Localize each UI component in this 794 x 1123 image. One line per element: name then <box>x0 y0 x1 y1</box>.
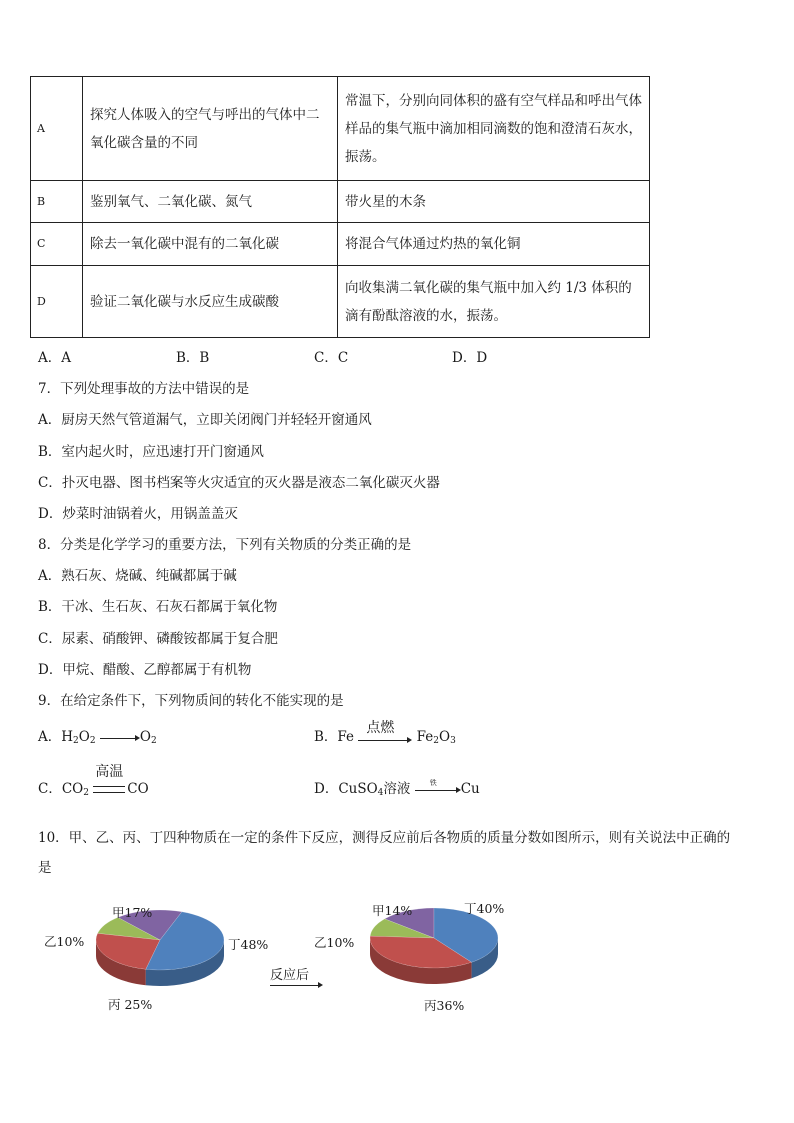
q7-option-a[interactable]: A．厨房天然气管道漏气，立即关闭阀门并轻轻开窗通风 <box>38 412 372 428</box>
subscript: 3 <box>450 736 456 746</box>
reaction-arrow <box>358 719 412 747</box>
experiment-method: 将混合气体通过灼热的氧化铜 <box>338 223 650 266</box>
pie1-label-ding: 丁48% <box>228 937 269 952</box>
formula-text: B．Fe <box>314 729 355 745</box>
subscript: 2 <box>433 736 439 746</box>
q10-stem-line2: 是 <box>38 860 52 876</box>
formula-text: Cu <box>460 781 480 797</box>
q7-stem: 7．下列处理事故的方法中错误的是 <box>38 381 250 397</box>
after-arrow-line <box>270 985 320 986</box>
formula-text: O <box>78 729 90 745</box>
q9-stem: 9．在给定条件下，下列物质间的转化不能实现的是 <box>38 693 344 709</box>
subscript: 2 <box>73 736 79 746</box>
q7-option-d[interactable]: D．炒菜时油锅着火，用锅盖盖灭 <box>38 506 238 522</box>
formula-text: O <box>139 729 151 745</box>
reaction-condition: 铁 <box>429 778 437 787</box>
q10-stem-line1: 10．甲、乙、丙、丁四种物质在一定的条件下反应，测得反应前后各物质的质量分数如图所示，则有关说法中正确的 <box>38 830 731 846</box>
q6-choice-b[interactable]: B．B <box>176 350 210 366</box>
formula-text: C．CO <box>38 781 84 797</box>
row-label: D <box>31 266 83 338</box>
reaction-arrow <box>415 778 461 796</box>
reaction-condition: 点燃 <box>366 719 395 736</box>
formula-text: CO <box>127 781 149 797</box>
q6-choice-a[interactable]: A．A <box>38 350 71 366</box>
pie2-label-yi: 乙10% <box>314 935 355 950</box>
row-label: C <box>31 223 83 266</box>
pie2-label-jia: 甲14% <box>372 903 413 918</box>
formula-text: A．H <box>38 729 74 745</box>
formula-text: 溶液 <box>383 781 411 797</box>
table-row <box>31 223 650 266</box>
formula-text: Fe <box>416 729 434 745</box>
experiment-method: 向收集满二氧化碳的集气瓶中加入约 1/3 体积的滴有酚酞溶液的水，振荡。 <box>338 266 650 338</box>
pie1-label-yi: 乙10% <box>44 934 85 949</box>
reaction-arrow <box>100 733 140 743</box>
experiment-goal: 探究人体吸入的空气与呼出的气体中二氧化碳含量的不同 <box>83 77 338 181</box>
q8-option-d[interactable]: D．甲烷、醋酸、乙醇都属于有机物 <box>38 662 252 678</box>
q7-option-c[interactable]: C．扑灭电器、图书档案等火灾适宜的灭火器是液态二氧化碳灭火器 <box>38 475 440 491</box>
q6-choice-d[interactable]: D．D <box>452 350 488 366</box>
experiment-goal: 鉴别氧气、二氧化碳、氮气 <box>83 181 338 223</box>
q8-option-c[interactable]: C．尿素、硝酸钾、磷酸铵都属于复合肥 <box>38 631 278 647</box>
q9-option-b[interactable] <box>314 719 456 747</box>
subscript: 2 <box>83 788 89 798</box>
q9-option-a[interactable] <box>38 725 157 746</box>
table-row <box>31 266 650 338</box>
experiment-goal: 验证二氧化碳与水反应生成碳酸 <box>83 266 338 338</box>
pie2-label-ding: 丁40% <box>464 901 505 916</box>
row-label: A <box>31 77 83 181</box>
row-label: B <box>31 181 83 223</box>
q7-option-b[interactable]: B．室内起火时，应迅速打开门窗通风 <box>38 444 264 460</box>
reaction-after-label: 反应后 <box>270 968 310 983</box>
q8-option-a[interactable]: A．熟石灰、烧碱、纯碱都属于碱 <box>38 568 237 584</box>
after-arrow-head <box>318 982 323 988</box>
q8-option-b[interactable]: B．干冰、生石灰、石灰石都属于氧化物 <box>38 599 278 615</box>
experiment-method: 常温下，分别向同体积的盛有空气样品和呼出气体样品的集气瓶中滴加相同滴数的饱和澄清石灰水，振荡。 <box>338 77 650 181</box>
q6-choice-c[interactable]: C．C <box>314 350 349 366</box>
equals-sign <box>93 763 127 795</box>
subscript: 2 <box>150 736 157 746</box>
reaction-condition: 高温 <box>95 763 124 780</box>
formula-text: O <box>439 729 451 745</box>
q8-stem: 8．分类是化学学习的重要方法，下列有关物质的分类正确的是 <box>38 537 412 553</box>
subscript: 2 <box>89 736 96 746</box>
pie1-label-jia: 甲17% <box>112 905 153 920</box>
formula-text: D．CuSO <box>314 781 378 797</box>
table-row <box>31 181 650 223</box>
q9-option-c[interactable] <box>38 763 149 798</box>
experiment-method: 带火星的木条 <box>338 181 650 223</box>
q9-option-d[interactable] <box>314 777 480 798</box>
subscript: 4 <box>377 788 384 798</box>
experiment-goal: 除去一氧化碳中混有的二氧化碳 <box>83 223 338 266</box>
table-row <box>31 77 650 181</box>
q6-options-table <box>30 76 650 338</box>
pie1-label-bing: 丙 25% <box>108 997 153 1012</box>
pie2-label-bing: 丙36% <box>424 998 465 1013</box>
